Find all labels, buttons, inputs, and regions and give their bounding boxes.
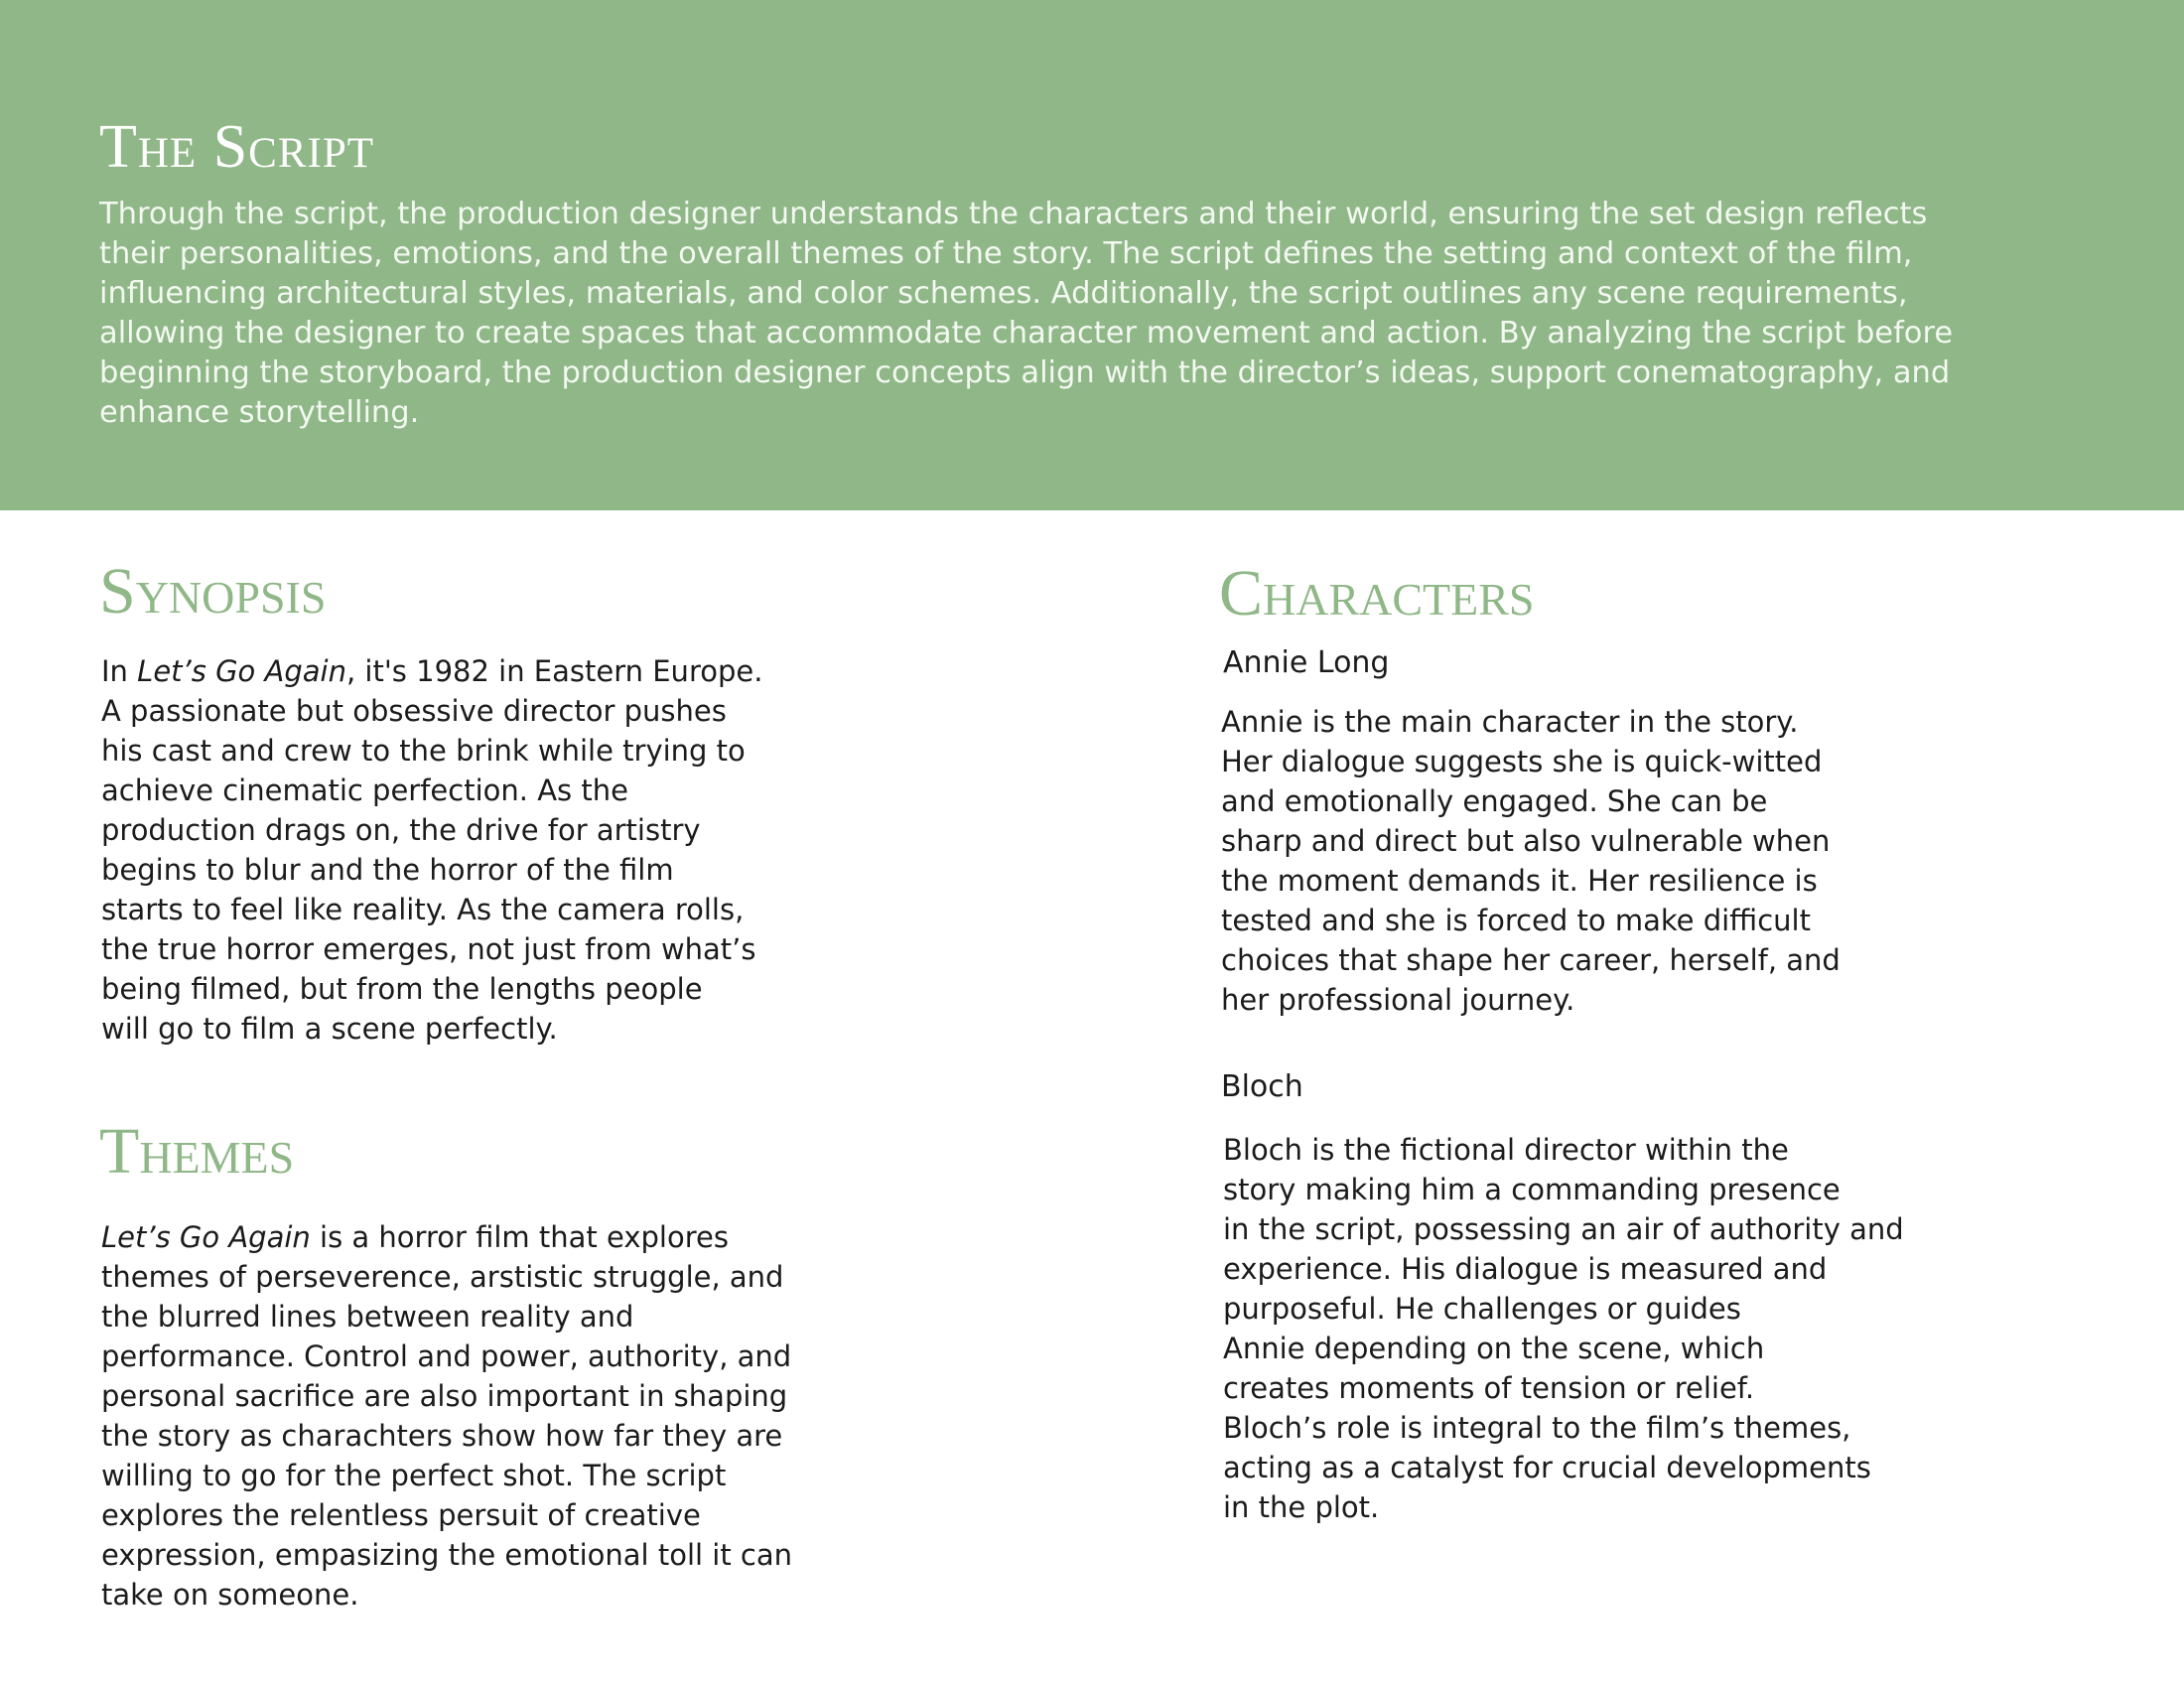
annie-name: Annie Long (1223, 645, 1390, 680)
themes-text (101, 1217, 816, 1615)
synopsis-text (101, 651, 796, 1049)
themes-title: Themes (99, 1115, 295, 1188)
script-title: The Script (99, 113, 375, 181)
bloch-description: Bloch is the fictional director within the story making him a commanding presence in the script, possessing an air of authority and experience. His dialogue is measured and purposeful. He challenges or guides Annie depending on the scene, which creates moments of tension or relief. Bloch’s role is integral to the film’s themes, acting as a catalyst for crucial developments in the plot. (1223, 1133, 1904, 1524)
bloch-name: Bloch (1221, 1069, 1303, 1104)
themes-body: is a horror film that explores themes of perseverence, arstistic struggle, and the blurred lines between reality and performance. Control and power, authority, and personal sacrifice are also important in shaping the story as charachters show how far they are willing to go for the perfect shot. The script explores the relentless persuit of creative expression, empasizing the emotional toll it can take on someone. (101, 1220, 793, 1612)
synopsis-intro: In (101, 654, 138, 688)
synopsis-film-title: Let’s Go Again (137, 654, 346, 688)
annie-description: Annie is the main character in the story. Her dialogue suggests she is quick-witted and emotionally engaged. She can be sharp and direct but also vulnerable when the moment demands it. Her resilience is tested and she is forced to make difficult choices that shape her career, herself, and her professional journey. (1221, 705, 1841, 1017)
characters-title: Characters (1219, 557, 1535, 630)
synopsis-body: , it's 1982 in Eastern Europe. A passionate but obsessive director pushes his cast and crew to the brink while trying to achieve cinematic perfection. As the production drags on, the drive for artistry begins to blur and the horror of the film starts to feel like reality. As the camera rolls, the true horror emerges, not just from what’s being filmed, but from the lengths people will go to film a scene perfectly. (101, 654, 763, 1046)
header-banner (0, 0, 2184, 510)
themes-film-title: Let’s Go Again (101, 1220, 311, 1254)
synopsis-title: Synopsis (99, 555, 327, 628)
script-description: Through the script, the production designer understands the characters and their world, ensuring the set design reflects their personalities, emotions, and the overall themes of the story. The script defines the setting and context of the film, influencing architectural styles, materials, and color schemes. Additionally, the script outlines any scene requirements, allowing the designer to create spaces that accommodate character movement and action. By analyzing the script before beginning the storyboard, the production designer concepts align with the director’s ideas, support conematography, and enhance storytelling. (99, 197, 1954, 430)
